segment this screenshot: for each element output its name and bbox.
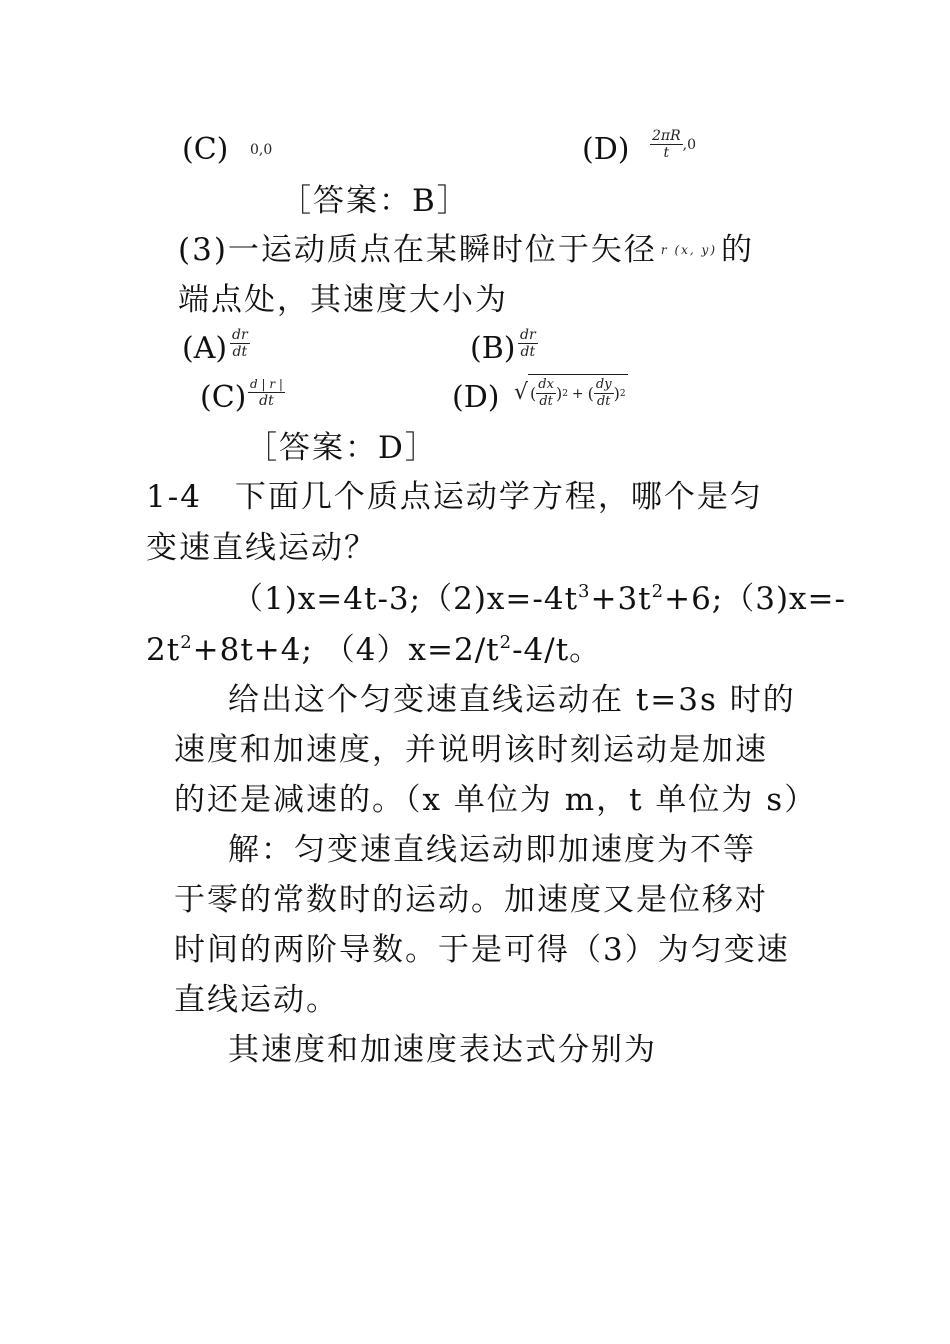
sqrt-radicand: [528, 374, 628, 410]
q3-line1: [178, 232, 754, 268]
sqrt-sign: √: [514, 379, 529, 405]
p14-solution-line3: 时间的两阶导数。于是可得（3）为匀变速: [174, 932, 790, 968]
fraction-numerator: 2πR: [652, 128, 681, 144]
fraction-denominator: dt: [596, 394, 611, 409]
eq-text: +3t: [590, 581, 652, 617]
p14-line1: 1-4 下面几个质点运动学方程，哪个是匀: [146, 479, 763, 515]
eq-text: +8t+4; （4）x=2/t: [192, 632, 500, 668]
paren-open: (: [587, 384, 594, 403]
paren-close: ): [555, 384, 563, 403]
fraction-denominator: t: [663, 145, 670, 161]
q3-vector-r: r (x, y): [660, 243, 718, 257]
q3-line2: 端点处，其速度大小为: [178, 282, 508, 318]
p14-para1-line1: 给出这个匀变速直线运动在 t=3s 时的: [228, 682, 796, 718]
q3-option-d-label: (D): [452, 380, 500, 415]
q3-option-b-label: (B): [470, 331, 516, 366]
fraction-numerator: d | r |: [250, 377, 283, 391]
q3-option-a-label: (A): [182, 331, 228, 366]
dx-dt-fraction: [536, 377, 556, 410]
dy-dt-fraction: [594, 377, 614, 410]
fraction-numerator: dy: [595, 377, 612, 392]
p14-solution-line1: 解：匀变速直线运动即加速度为不等: [228, 832, 756, 868]
eq-text: +6;（3)x=-: [664, 581, 846, 617]
square-exponent: 2: [562, 388, 568, 399]
q3-option-c-fraction: [248, 376, 285, 409]
eq-sup: 2: [499, 632, 513, 653]
p14-para1-line2: 速度和加速度，并说明该时刻运动是加速: [174, 732, 768, 768]
q2-option-d-formula: [650, 128, 696, 161]
q2-option-d-label: (D): [582, 132, 630, 167]
fraction-denominator: dt: [539, 394, 553, 409]
p14-solution-line2: 于零的常数时的运动。加速度又是位移对: [174, 882, 768, 918]
q2-option-d-fraction: [650, 128, 683, 161]
q3-line1-text: (3)一运动质点在某瞬时位于矢径: [178, 232, 657, 268]
q2-option-d-tail: ,0: [682, 136, 697, 153]
p14-last-line: 其速度和加速度表达式分别为: [228, 1032, 657, 1068]
p14-solution-line4: 直线运动。: [174, 982, 339, 1018]
p14-line2: 变速直线运动？: [146, 530, 377, 566]
q3-option-d-formula: [514, 374, 628, 410]
paren-open: (: [530, 384, 537, 403]
eq-sup: 2: [180, 632, 193, 653]
fraction-denominator: dt: [520, 344, 536, 360]
q2-option-c-value: 0,0: [250, 142, 273, 158]
p14-equations-line1: [232, 581, 846, 617]
q2-option-c-label: (C): [182, 132, 229, 167]
eq-sup: 3: [578, 581, 591, 602]
q3-option-a-fraction: [230, 327, 250, 360]
fraction-denominator: dt: [232, 344, 248, 360]
eq-sup: 2: [651, 581, 665, 602]
q2-answer: ［答案：B］: [280, 183, 470, 219]
q3-line1-tail: 的: [721, 232, 755, 268]
paren-close: ): [613, 384, 620, 403]
fraction-numerator: dr: [520, 327, 536, 343]
plus-sign: +: [571, 385, 584, 402]
q3-answer: ［答案：D］: [246, 430, 438, 466]
p14-para1-line3: 的还是减速的。（x 单位为 m，t 单位为 s）: [174, 782, 818, 818]
p14-equations-line2: [146, 632, 601, 668]
fraction-numerator: dx: [538, 377, 554, 392]
eq-text: 2t: [146, 632, 181, 668]
eq-text: -4/t。: [512, 632, 602, 668]
fraction-numerator: dr: [232, 327, 248, 343]
q3-option-b-fraction: [518, 327, 538, 360]
eq-text: （1)x=4t-3;（2)x=-4t: [232, 581, 579, 617]
square-exponent: 2: [619, 388, 626, 399]
fraction-denominator: dt: [259, 393, 274, 409]
q3-option-c-label: (C): [200, 380, 247, 415]
